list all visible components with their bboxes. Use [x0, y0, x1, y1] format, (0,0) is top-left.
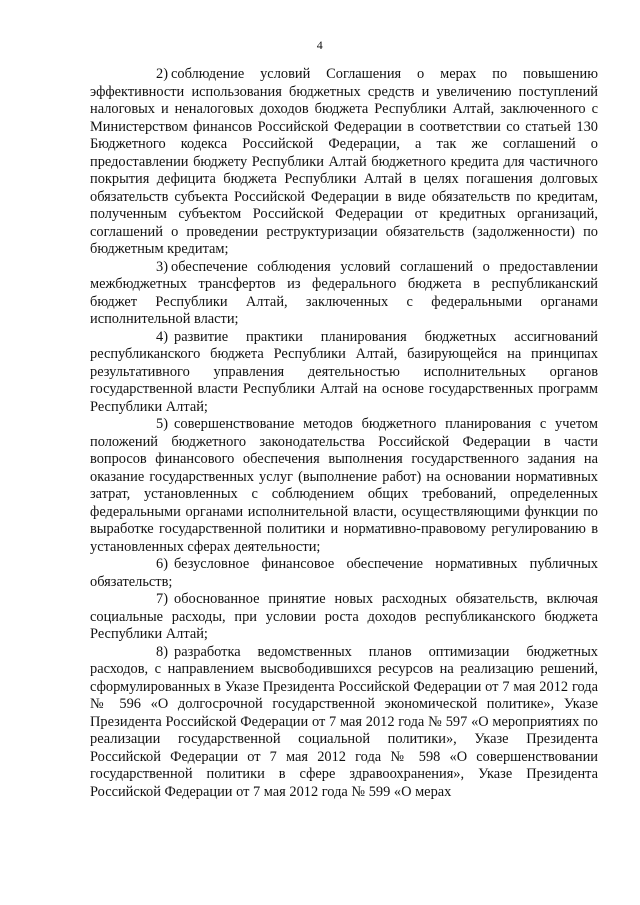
list-item — [90, 66, 598, 259]
item-number: 4) — [156, 328, 168, 345]
list-item — [90, 644, 598, 802]
page-number: 4 — [316, 38, 324, 52]
item-text: развитие практики планирования бюджетных ассигнований республиканского бюджета Республики Алтай, базирующейся на принципах результативного управления деятельностью исполнительных органов государственной власти Республики Алтай на основе государственных программ Республики Алтай; — [90, 328, 598, 415]
document-body — [90, 66, 598, 801]
list-item — [90, 329, 598, 417]
item-number: 5) — [156, 416, 168, 432]
item-text: безусловное финансовое обеспечение нормативных публичных обязательств; — [90, 556, 598, 590]
item-text: обеспечение соблюдения условий соглашений о предоставлении межбюджетных трансфертов из федерального бюджета в республиканский бюджет Республики Алтай, заключенных с федеральными органами исполнительной власти; — [90, 258, 598, 327]
item-text: разработка ведомственных планов оптимизации бюджетных расходов, с направлением высвободившихся ресурсов на реализацию решений, сформулированных в Указе Президента Российской Федерации от 7 мая 2012 года № 596 «О долгосрочной государственной экономической политике», Указе Президента Российской Федерации от 7 мая 2012 года № 597 «О мероприятиях по реализации государственной социальной политики», Указе Президента Российской Федерации от 7 мая 2012 года № 598 «О совершенствовании государственной политики в сфере здравоохранения», Указе Президента Российской Федерации от 7 мая 2012 года № 599 «О мерах — [90, 643, 598, 800]
item-text: обоснованное принятие новых расходных обязательств, включая социальные расходы, при условии роста доходов республиканского бюджета Республики Алтай; — [90, 591, 598, 642]
list-item — [90, 259, 598, 329]
list-item — [90, 416, 598, 556]
item-number: 3) — [156, 258, 168, 275]
item-number: 8) — [156, 643, 168, 660]
item-text: совершенствование методов бюджетного планирования с учетом положений бюджетного законодательства Российской Федерации в части вопросов финансового обеспечения выполнения государственного задания на оказание государственных услуг (выполнение работ) на основании нормативных затрат, установленных с соблюдением общих требований, определенных федеральными органами исполнительной власти, осуществляющими функции по выработке государственной политики и нормативно-правовому регулированию в установленных сферах деятельности; — [90, 416, 598, 555]
list-item — [90, 591, 598, 644]
item-number: 6) — [156, 556, 168, 572]
item-text: соблюдение условий Соглашения о мерах по повышению эффективности использования бюджетных средств и увеличению поступлений налоговых и неналоговых доходов бюджета Республики Алтай, заключенного с Министерством финансов Российской Федерации в соответствии со статьей 130 Бюджетного кодекса Российской Федерации, а так же соглашений о предоставлении бюджету Республики Алтай бюджетного кредита для частичного покрытия дефицита бюджета Республики Алтай в целях погашения долговых обязательств субъекта Российской Федерации в виде обязательств по кредитам, полученным субъектом Российской Федерации от кредитных организаций, соглашений о проведении реструктуризации обязательств (задолженности) по бюджетным кредитам; — [90, 66, 598, 257]
item-number: 2) — [156, 66, 168, 82]
list-item — [90, 556, 598, 591]
item-number: 7) — [156, 591, 168, 607]
